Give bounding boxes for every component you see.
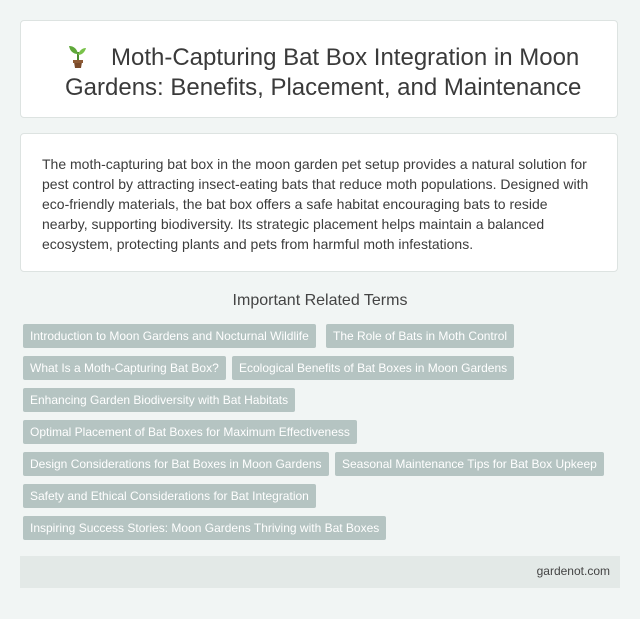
sprout-icon (65, 43, 91, 69)
description-card (20, 133, 618, 272)
related-term-tag[interactable]: Ecological Benefits of Bat Boxes in Moon Gardens (232, 356, 514, 380)
footer (20, 556, 620, 588)
title-card (20, 20, 618, 118)
page-title (21, 21, 617, 103)
related-term-tag[interactable]: Design Considerations for Bat Boxes in Moon Gardens (23, 452, 329, 476)
related-term-tag[interactable]: Safety and Ethical Considerations for Bat Integration (23, 484, 316, 508)
footer-site-link[interactable]: gardenot.com (536, 564, 610, 578)
related-term-tag[interactable]: Optimal Placement of Bat Boxes for Maximum Effectiveness (23, 420, 357, 444)
related-term-tag[interactable]: Introduction to Moon Gardens and Nocturnal Wildlife (23, 324, 316, 348)
related-term-tag[interactable]: What Is a Moth-Capturing Bat Box? (23, 356, 226, 380)
related-term-tag[interactable]: Enhancing Garden Biodiversity with Bat Habitats (23, 388, 295, 412)
related-term-tag[interactable]: Inspiring Success Stories: Moon Gardens Thriving with Bat Boxes (23, 516, 386, 540)
description-text: The moth-capturing bat box in the moon garden pet setup provides a natural solution for pest control by attracting insect-eating bats that reduce moth populations. Designed with eco-friendly materials, the bat box offers a safe habitat encouraging bats to reside nearby, supporting biodiversity. Its strategic placement helps maintain a balanced ecosystem, protecting plants and pets from harmful moth infestations. (42, 156, 589, 252)
related-terms-heading: Important Related Terms (232, 292, 408, 309)
related-term-tag[interactable]: The Role of Bats in Moth Control (326, 324, 514, 348)
related-term-tag[interactable]: Seasonal Maintenance Tips for Bat Box Upkeep (335, 452, 604, 476)
page-title-text: Moth-Capturing Bat Box Integration in Moon Gardens: Benefits, Placement, and Maintenance (65, 44, 582, 101)
